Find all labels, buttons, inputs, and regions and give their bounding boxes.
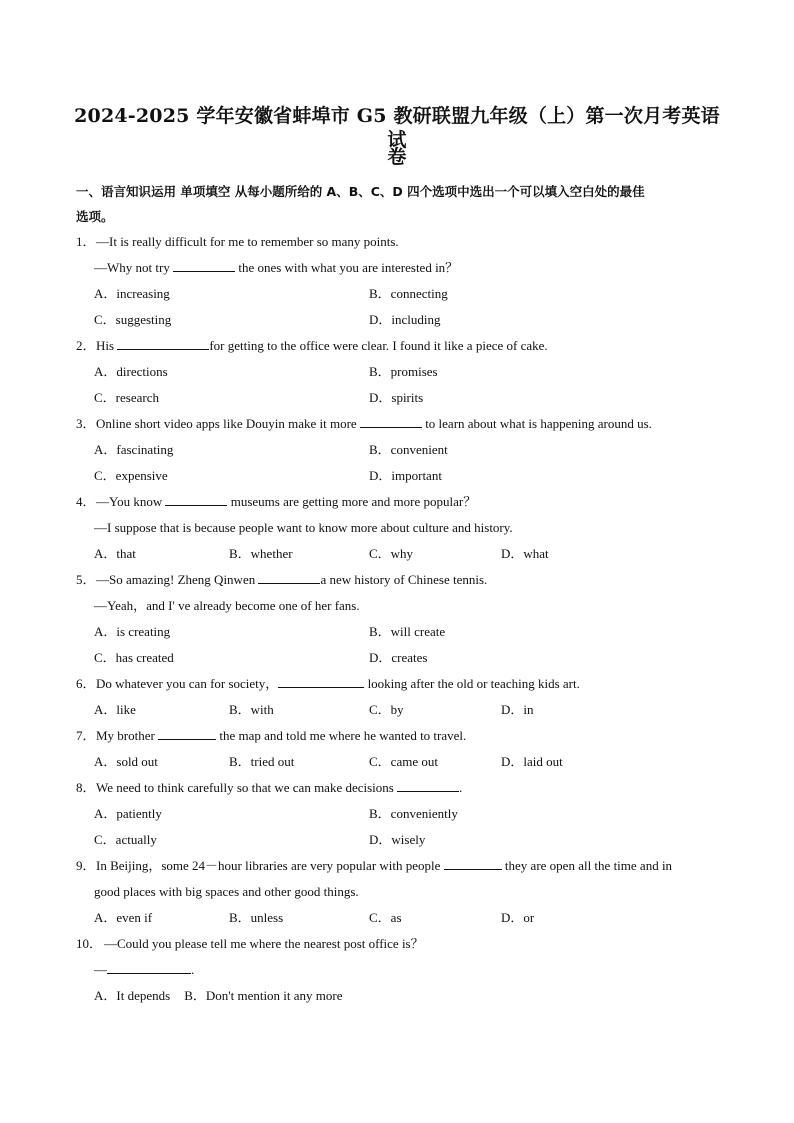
answer-option: A．that [94,546,136,561]
question-text: . [459,780,463,795]
answer-blank [258,572,320,584]
question-text: — [94,962,107,977]
answer-option: A．directions [94,364,168,379]
answer-option: B．tried out [229,754,295,769]
question-line [96,858,672,874]
question-line [96,676,580,692]
answer-option: C．as [369,910,402,925]
answer-option: D．wisely [369,832,426,847]
question-line [96,728,466,744]
question-text: —Why not try [94,260,174,275]
answer-option: D．laid out [501,754,563,769]
answer-option: C．by [369,702,404,717]
question-number: 8． [76,780,96,795]
answer-option: B．convenient [369,442,448,457]
question-number: 9． [76,858,96,873]
question-text: good places with big spaces and other good things. [94,884,359,899]
answer-blank [397,780,459,792]
question-text: . [191,962,195,977]
answer-option: B．with [229,702,274,717]
answer-option: A．increasing [94,286,170,301]
answer-option: D．creates [369,650,428,665]
question-text: Do whatever you can for society， [96,676,279,691]
question-text: His [96,338,118,353]
question-text: the ones with what you are interested in？ [235,260,459,275]
exam-title-line-2: 卷 [387,146,407,168]
answer-option: C．actually [94,832,157,847]
answer-blank [107,962,191,974]
answer-blank [165,494,227,506]
answer-option: D．what [501,546,549,561]
option-row [94,988,343,1004]
question-line [104,936,424,952]
question-number: 5． [76,572,96,587]
answer-option: C．why [369,546,414,561]
answer-option: B．connecting [369,286,448,301]
question-text: In Beijing，some 24－hour libraries are very popular with people [96,858,444,873]
section-heading-line-2: 选项。 [76,209,114,224]
section-heading-line-1: 一、语言知识运用 单项填空 从每小题所给的 A、B、C、D 四个选项中选出一个可以填入空白处的最佳 [76,184,645,199]
question-number: 10． [76,936,103,951]
answer-blank [444,858,502,870]
question-number: 3． [76,416,96,431]
question-line [96,234,399,250]
answer-option: D．in [501,702,534,717]
question-text: for getting to the office were clear. I found it like a piece of cake. [209,338,548,353]
answer-blank [278,676,364,688]
answer-blank [158,728,216,740]
answer-option: D．or [501,910,535,925]
exam-title-line-1: 2024-2025 学年安徽省蚌埠市 G5 教研联盟九年级（上）第一次月考英语试 [74,105,720,151]
answer-option: B．unless [229,910,284,925]
answer-blank [173,260,235,272]
question-line [94,884,359,900]
question-line [94,520,513,536]
question-line [96,494,476,510]
answer-option: A．patiently [94,806,162,821]
answer-option: C．expensive [94,468,168,483]
question-line [94,598,360,614]
question-line [96,338,548,354]
answer-option: B．promises [369,364,438,379]
answer-option: A．even if [94,910,153,925]
answer-option: A．sold out [94,754,158,769]
question-text: looking after the old or teaching kids art. [364,676,580,691]
answer-option: A．fascinating [94,442,174,457]
question-text: —Yeah，and I' ve already become one of her fans. [94,598,360,613]
answer-option: D．including [369,312,441,327]
answer-option: A．It depends [94,988,171,1003]
answer-option: C．has created [94,650,174,665]
answer-option: B．whether [229,546,293,561]
question-number: 6． [76,676,96,691]
question-text: My brother [96,728,159,743]
question-text: museums are getting more and more popular？ [227,494,477,509]
question-number: 2． [76,338,96,353]
answer-option: C．came out [369,754,438,769]
answer-option: D．important [369,468,442,483]
answer-blank [117,338,209,350]
answer-option: D．spirits [369,390,424,405]
question-text: —So amazing! Zheng Qinwen [96,572,259,587]
answer-option: B．will create [369,624,446,639]
question-number: 7． [76,728,96,743]
question-number: 4． [76,494,96,509]
answer-option: A．is creating [94,624,171,639]
question-line [94,260,458,276]
question-line [96,416,652,432]
question-text: —I suppose that is because people want to know more about culture and history. [94,520,513,535]
question-text: —It is really difficult for me to remember so many points. [96,234,399,249]
answer-option: B．conveniently [369,806,458,821]
question-text: —You know [96,494,166,509]
question-number: 1． [76,234,96,249]
answer-option: A．like [94,702,136,717]
question-line [94,962,194,978]
question-text: to learn about what is happening around us. [421,416,652,431]
question-line [96,780,462,796]
answer-option: B．Don't mention it any more [184,988,343,1003]
question-text: Online short video apps like Douyin make it more [96,416,360,431]
question-text: the map and told me where he wanted to travel. [216,728,467,743]
question-line [96,572,487,588]
answer-option: C．research [94,390,159,405]
question-text: a new history of Chinese tennis. [320,572,488,587]
question-text: We need to think carefully so that we can make decisions [96,780,398,795]
answer-option: C．suggesting [94,312,172,327]
question-text: —Could you please tell me where the nearest post office is？ [104,936,424,951]
answer-blank [360,416,422,428]
question-text: they are open all the time and in [501,858,673,873]
